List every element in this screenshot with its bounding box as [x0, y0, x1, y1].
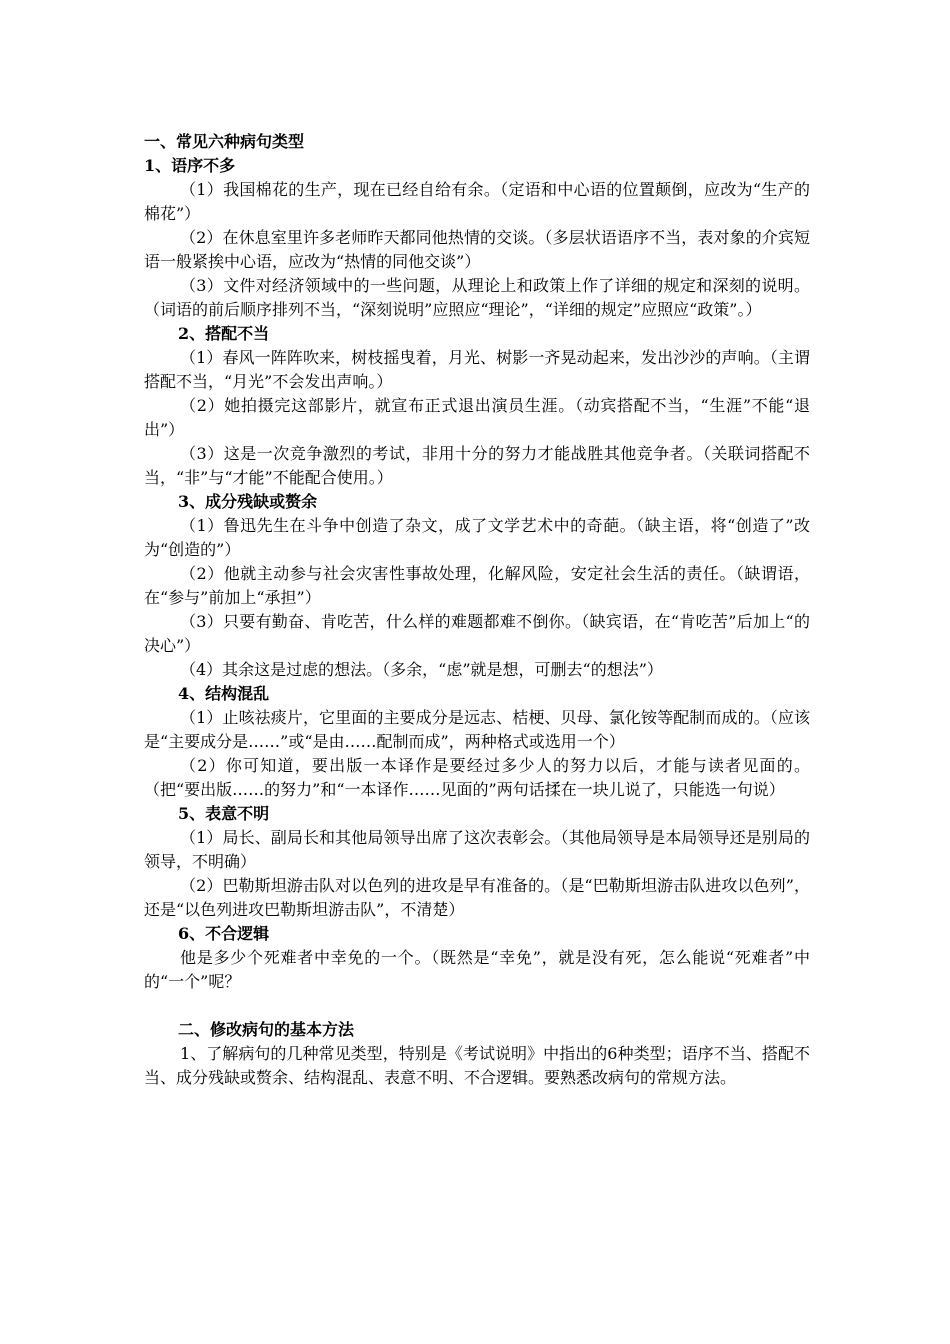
list-item: （2）巴勒斯坦游击队对以色列的进攻是早有准备的。（是“巴勒斯坦游击队进攻以色列”，还是“以色列进攻巴勒斯坦游击队”，不清楚）	[144, 876, 810, 919]
list-item: （3）只要有勤奋、肯吃苦，什么样的难题都难不倒你。（缺宾语，在“肯吃苦”后加上“的决心”）	[144, 612, 810, 655]
category-5-title: 5、表意不明	[178, 804, 270, 823]
section-1-title: 一、常见六种病句类型	[144, 132, 305, 151]
list-item: （1）鲁迅先生在斗争中创造了杂文，成了文学艺术中的奇葩。（缺主语，将“创造了”改为“创造的”）	[144, 516, 810, 559]
list-item: （3）这是一次竞争激烈的考试，非用十分的努力才能战胜其他竞争者。（关联词搭配不当，“非”与“才能”不能配合使用。）	[144, 444, 810, 487]
list-item: （1）春风一阵阵吹来，树枝摇曳着，月光、树影一齐晃动起来，发出沙沙的声响。（主谓搭配不当，“月光”不会发出声响。）	[144, 348, 810, 391]
category-1-title: 1、语序不多	[144, 156, 236, 175]
document-page	[144, 130, 810, 1090]
list-item: （2）在休息室里许多老师昨天都同他热情的交谈。（多层状语语序不当，表对象的介宾短语一般紧挨中心语，应改为“热情的同他交谈”）	[144, 228, 810, 271]
category-4-title: 4、结构混乱	[178, 684, 270, 703]
section-2-title: 二、修改病句的基本方法	[178, 1020, 355, 1039]
list-item: （3）文件对经济领域中的一些问题，从理论上和政策上作了详细的规定和深刻的说明。（词语的前后顺序排列不当，“深刻说明”应照应“理论”，“详细的规定”应照应“政策”。）	[144, 276, 810, 319]
list-item: （2）她拍摄完这部影片，就宣布正式退出演员生涯。（动宾搭配不当，“生涯”不能“退出”）	[144, 396, 810, 439]
list-item: （2）你可知道，要出版一本译作是要经过多少人的努力以后，才能与读者见面的。（把“要出版……的努力”和“一本译作……见面的”两句话揉在一块儿说了，只能选一句说）	[144, 756, 810, 799]
list-item: 他是多少个死难者中幸免的一个。（既然是“幸免”，就是没有死，怎么能说“死难者”中的“一个”呢？	[144, 948, 810, 991]
list-item: （1）止咳祛痰片，它里面的主要成分是远志、桔梗、贝母、氯化铵等配制而成的。（应该是“主要成分是……”或“是由……配制而成”，两种格式或选用一个）	[144, 708, 810, 751]
category-6-title: 6、不合逻辑	[178, 924, 270, 943]
list-item: （4）其余这是过虑的想法。（多余，“虑”就是想，可删去“的想法”）	[180, 660, 663, 679]
list-item: （1）我国棉花的生产，现在已经自给有余。（定语和中心语的位置颠倒，应改为“生产的棉花”）	[144, 180, 810, 223]
list-item: （1）局长、副局长和其他局领导出席了这次表彰会。（其他局领导是本局领导还是别局的领导，不明确）	[144, 828, 810, 871]
category-3-title: 3、成分残缺或赘余	[178, 492, 318, 511]
category-2-title: 2、搭配不当	[178, 324, 270, 343]
list-item: （2）他就主动参与社会灾害性事故处理，化解风险，安定社会生活的责任。（缺谓语，在“参与”前加上“承担”）	[144, 564, 810, 607]
section-spacer	[144, 994, 810, 1018]
list-item: 1、了解病句的几种常见类型，特别是《考试说明》中指出的6种类型；语序不当、搭配不当、成分残缺或赘余、结构混乱、表意不明、不合逻辑。要熟悉改病句的常规方法。	[144, 1044, 810, 1087]
